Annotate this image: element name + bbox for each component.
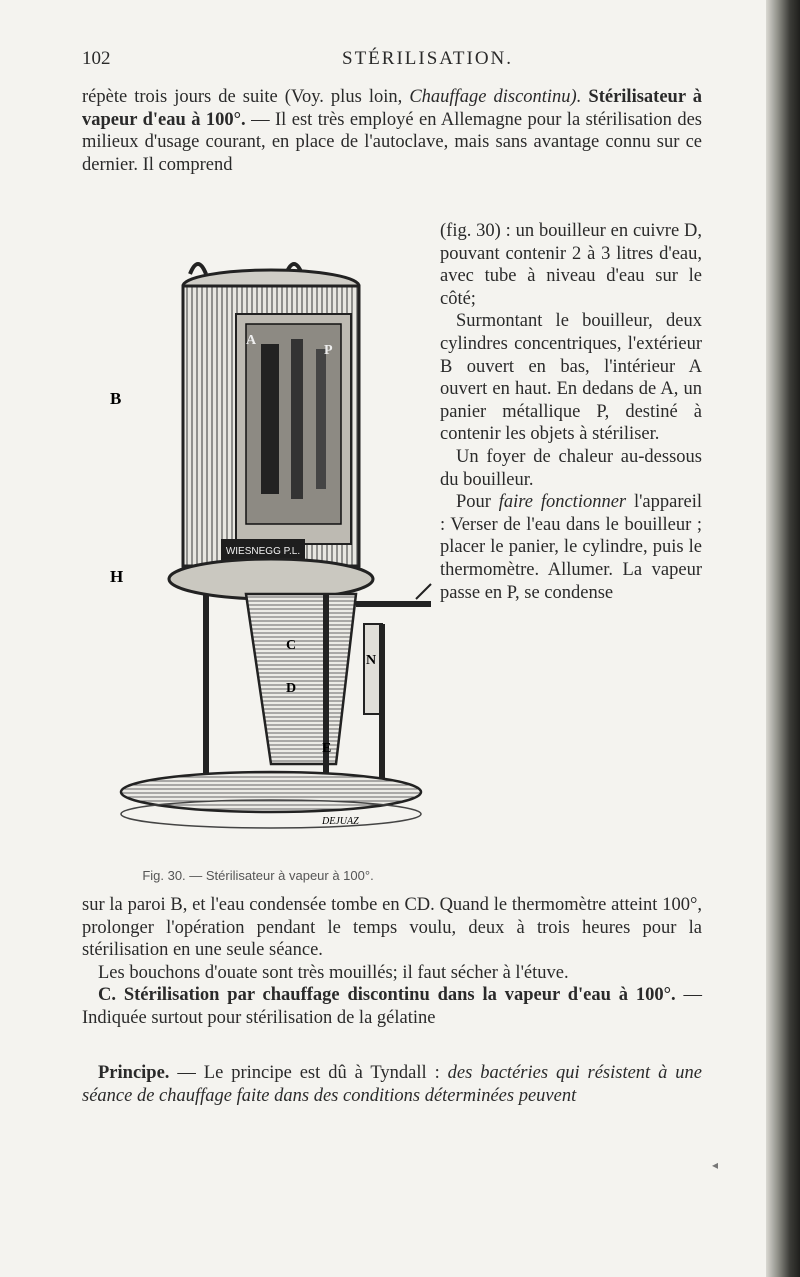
continuation-text: sur la paroi B, et l'eau condensée tombe en CD. Quand le thermomètre atteint 100°, prolonger l'opération pendant le temps voulu, deux à trois heures pour la stérilisation en une seule séance.	[82, 895, 702, 961]
section-body-discontinuous: — Indiquée surtout pour stérilisation de la gélatine	[82, 985, 703, 1028]
principle-heading: Principe.	[98, 1063, 170, 1083]
paragraph-intro	[82, 86, 702, 176]
side-column-text	[440, 220, 702, 604]
figure-label-B: B	[110, 389, 122, 408]
figure-label-H: H	[110, 567, 124, 586]
section-heading-discontinuous: C. Stérilisation par chauffage discontinu dans la vapeur d'eau à 100°.	[98, 985, 676, 1006]
figure-label-A: A	[246, 333, 257, 348]
principle-text: — Le principe est dû à Tyndall :	[177, 1063, 440, 1083]
principle-italic: des bactéries qui résistent à une séance de chauffage faite dans des conditions déterminées peuvent	[82, 1063, 702, 1106]
side-text-operate-post: l'appareil : Verser de l'eau dans le bouilleur ; placer le panier, le cylindre, puis le thermomètre. Allumer. La vapeur passe en P, se condense	[440, 492, 702, 603]
cotton-plugs-text: Les bouchons d'ouate sont très mouillés; il faut sécher à l'étuve.	[98, 962, 569, 983]
paragraph-principle	[82, 1062, 702, 1107]
figure-label-E: E	[322, 741, 332, 756]
paragraph-continuation	[82, 894, 702, 1030]
side-text-operate-pre: Pour	[456, 492, 491, 513]
figure-label-C: C	[286, 638, 297, 653]
figure-label-N: N	[366, 653, 377, 668]
figure-label-D: D	[286, 681, 297, 696]
engraver-signature: DEJUAZ	[322, 816, 359, 827]
intro-italic: Chauffage discontinu).	[409, 87, 582, 107]
figure-label-P: P	[324, 343, 333, 358]
nameplate-line1: WIESNEGG P.L.	[225, 546, 301, 557]
side-text-cylinders: Surmontant le bouilleur, deux cylindres concentriques, l'extérieur B ouvert en bas, l'intérieur A ouvert en haut. En dedans de A, un panier métallique P, destiné à contenir les objets à stériliser.	[440, 311, 702, 445]
figure-caption: Fig. 30. — Stérilisateur à vapeur à 100°.	[142, 868, 374, 883]
side-text-boiler: (fig. 30) : un bouilleur en cuivre D, pouvant contenir 2 à 3 litres d'eau, avec tube à niveau d'eau sur le côté;	[440, 221, 702, 309]
section-body-steam: — Il est très employé en Allemagne pour la stérilisation des milieux d'usage courant, en place de l'autoclave, mais sans avantage connu sur ce dernier. Il comprend	[82, 109, 702, 175]
page-edge-shadow	[766, 0, 800, 1277]
side-text-operate-italic: faire fonctionner	[498, 492, 627, 513]
section-heading-steam: Stérilisateur à vapeur d'eau à 100°.	[82, 87, 703, 130]
intro-text: répète trois jours de suite (Voy. plus loin,	[82, 87, 403, 107]
running-head: STÉRILISATION.	[342, 48, 514, 69]
print-mark: ◂	[712, 1158, 719, 1172]
sterilizer-illustration	[86, 244, 436, 854]
side-text-heater: Un foyer de chaleur au-dessous du bouilleur.	[440, 446, 702, 490]
page-number: 102	[82, 48, 111, 69]
page-header	[82, 48, 702, 78]
figure-sterilizer	[86, 244, 436, 854]
